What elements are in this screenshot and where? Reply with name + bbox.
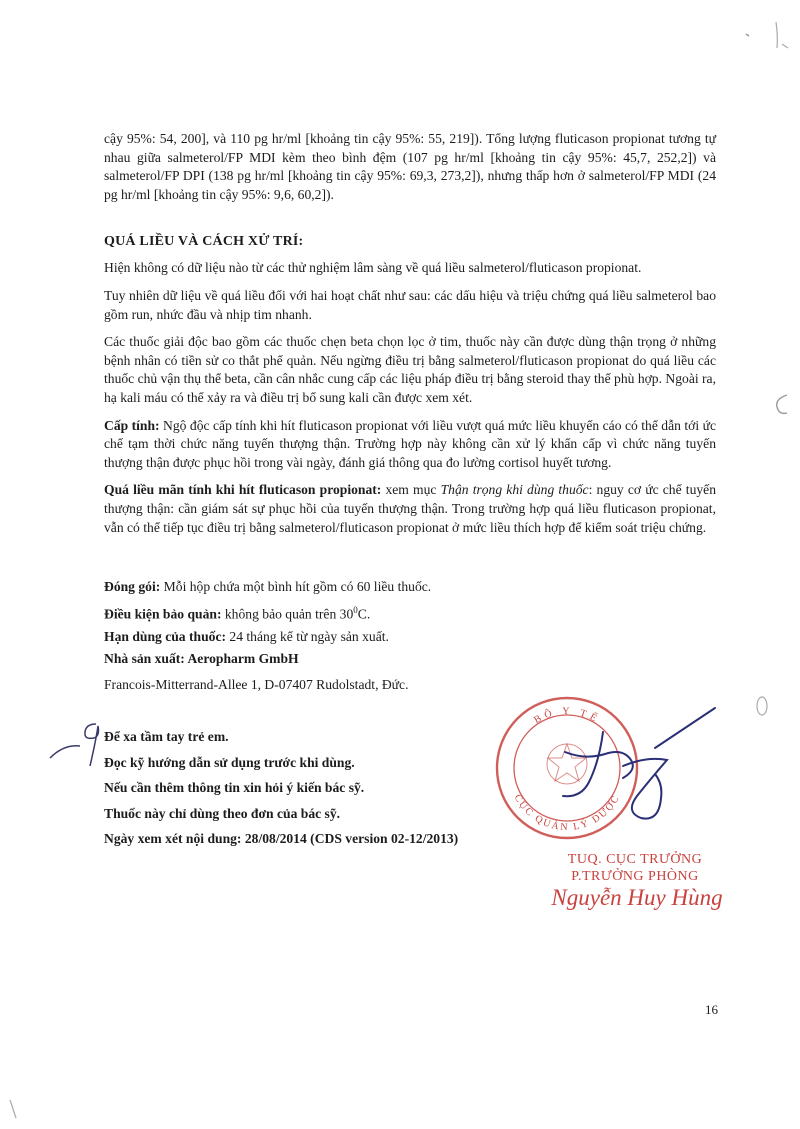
signer-name: Nguyễn Huy Hùng <box>551 885 723 910</box>
pharmacokinetics-paragraph: cậy 95%: 54, 200], và 110 pg hr/ml [khoảng tin cậy 95%: 55, 219]). Tổng lượng fluticason propionat tương tự nhau giữa salmeterol/FP MDI kèm theo bình đệm (107 pg hr/ml [khoảng tin cậy 95%: 45,7, 252,2]) và salmeterol/FP DPI (138 pg hr/ml [khoảng tin cậy 95%: 69,3, 273,2]), nhưng thấp hơn ở salmeterol/FP MDI (24 pg hr/ml [khoảng tin cậy 95%: 9,6, 60,2]). <box>104 131 716 202</box>
expiry-line <box>104 626 716 649</box>
review-date-line: Ngày xem xét nội dung: 28/08/2014 (CDS version 02-12/2013) <box>104 831 459 847</box>
manufacturer-address: Francois-Mitterrand-Allee 1, D-07407 Rudolstadt, Đức. <box>104 676 409 692</box>
acute-overdose-paragraph <box>104 417 716 473</box>
overdose-paragraph: Tuy nhiên dữ liệu về quá liều đối với hai hoạt chất như sau: các dấu hiệu và triệu chứng quá liều salmeterol bao gồm run, nhức đầu và nhịp tim nhanh. <box>104 287 716 322</box>
chronic-overdose-paragraph <box>104 481 716 537</box>
packaging-line <box>104 576 716 599</box>
warning-line: Để xa tầm tay trẻ em. <box>104 729 229 745</box>
warning-line: Đọc kỹ hướng dẫn sử dụng trước khi dùng. <box>104 754 355 770</box>
warning-line: Thuốc này chỉ dùng theo đơn của bác sỹ. <box>104 805 341 821</box>
scan-artifact-mark <box>738 14 793 54</box>
page-number: 16 <box>705 1002 718 1017</box>
storage-degree: 0 <box>353 604 358 615</box>
scan-artifact-mark <box>4 1096 24 1124</box>
expiry-text: 24 tháng kể từ ngày sản xuất. <box>226 628 389 644</box>
storage-text: không bảo quản trên 30 <box>221 606 354 622</box>
warning-line: Nếu cần thêm thông tin xin hỏi ý kiến bác sỹ. <box>104 780 365 796</box>
manufacturer-label: Nhà sản xuất: Aeropharm GmbH <box>104 651 299 667</box>
expiry-label: Hạn dùng của thuốc: <box>104 628 226 644</box>
precautions-reference: Thận trọng khi dùng thuốc <box>440 482 589 498</box>
seal-bottom-text: CỤC QUẢN LÝ DƯỢC <box>511 792 623 834</box>
scan-artifact-mark <box>772 392 792 418</box>
packaging-label: Đóng gói: <box>104 579 161 595</box>
storage-label: Điều kiện bảo quản: <box>104 606 222 622</box>
antidote-paragraph: Các thuốc giải độc bao gồm các thuốc chẹn beta chọn lọc ở tim, thuốc này cần được dùng thận trọng ở những bệnh nhân có tiền sử co thắt phế quản. Nếu ngừng điều trị bằng salmeterol/fluticason propionat do quá liều các thuốc chủ vận thụ thể beta, cần cân nhắc cung cấp các liệu pháp điều trị bằng steroid thay thế phù hợp. Ngoài ra, hạ kali máu có thể xảy ra và điều trị bổ sung kali cần được xem xét. <box>104 334 716 405</box>
overdose-paragraph: Hiện không có dữ liệu nào từ các thử nghiệm lâm sàng về quá liều salmeterol/fluticason propionat. <box>104 260 642 276</box>
signer-title-line: TUQ. CỤC TRƯỞNG <box>567 852 703 867</box>
handwritten-signature <box>563 708 715 819</box>
storage-text-unit: C. <box>357 606 371 622</box>
chronic-overdose-text: : nguy cơ ức chế tuyến thượng thận: cần giám sát sự phục hồi của tuyến thượng thận. Trong trường hợp quá liều fluticason propionat, vẫn có thể tiếp tục điều trị bằng salmeterol/fluticason propionat ở mức liều thích hợp để kiểm soát triệu chứng. <box>104 482 716 535</box>
scan-artifact-mark <box>752 692 772 720</box>
acute-overdose-label: Cấp tính: <box>104 417 160 433</box>
manufacturer-line <box>104 648 716 671</box>
chronic-overdose-label: Quá liều mãn tính khi hít fluticason propionat: <box>104 482 382 498</box>
seal-top-text: BỘ Y TẾ <box>532 705 602 727</box>
chronic-overdose-text: xem mục <box>381 482 441 498</box>
svg-text:BỘ Y TẾ <box>532 706 603 726</box>
packaging-text: Mỗi hộp chứa một bình hít gồm có 60 liều thuốc. <box>160 579 432 595</box>
signer-title <box>540 851 730 885</box>
acute-overdose-text: Ngộ độc cấp tính khi hít fluticason propionat với liều vượt quá mức liều khuyến cáo có thể dẫn tới ức chế tạm thời chức năng tuyến thượng thận. Trường hợp này không cần xử lý khẩn cấp vì chức năng tuyến thượng thận được phục hồi trong vài ngày, đánh giá thông qua đo lường cortisol huyết tương. <box>104 417 716 470</box>
storage-line <box>104 599 716 626</box>
signer-title-line: P.TRƯỞNG PHÒNG <box>571 869 699 884</box>
overdose-heading: QUÁ LIỀU VÀ CÁCH XỬ TRÍ: <box>104 234 304 250</box>
product-info-block <box>104 576 716 696</box>
